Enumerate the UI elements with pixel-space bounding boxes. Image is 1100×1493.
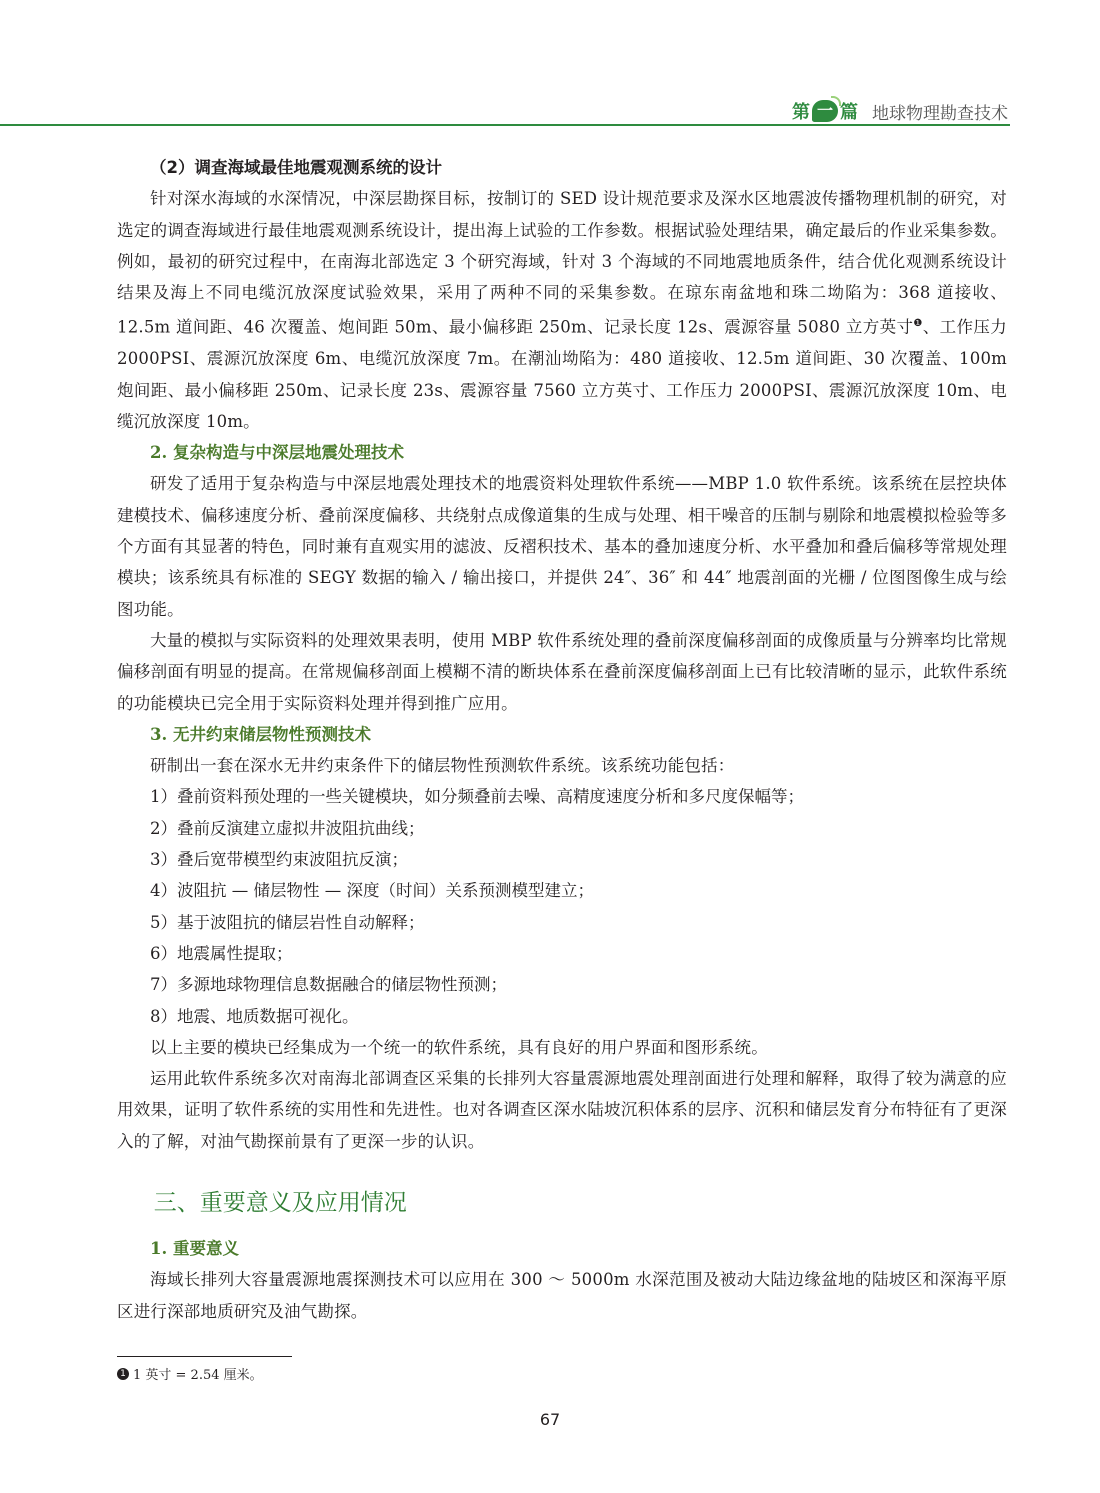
- list-item: 5）基于波阻抗的储层岩性自动解释；: [150, 912, 425, 932]
- section-heading: 三、重要意义及应用情况: [153, 1190, 407, 1216]
- part-prefix: 第: [792, 102, 810, 123]
- paragraph-mbp-results: 大量的模拟与实际资料的处理效果表明，使用 MBP 软件系统处理的叠前深度偏移剖面的成像质量与分辨率均比常规偏移剖面有明显的提高。在常规偏移剖面上模糊不清的断块体系在叠前深度偏移剖面上已有比较清晰的显示，此软件系统的功能模块已完全用于实际资料处理并得到推广应用。: [117, 630, 1007, 713]
- heading-processing: 2. 复杂构造与中深层地震处理技术: [150, 443, 404, 463]
- paragraph-design-text: 针对深水海域的水深情况，中深层勘探目标，按制订的 SED 设计规范要求及深水区地震波传播物理机制的研究，对选定的调查海域进行最佳地震观测系统设计，提出海上试验的工作参数。根据试验处理结果，确定最后的作业采集参数。例如，最初的研究过程中，在南海北部选定 3 个研究海域，针对 3 个海域的不同地震地质条件，结合优化观测系统设计结果及海上不同电缆沉放深度试验效果，采用了两种不同的采集参数。在琼东南盆地和珠二坳陷为：368 道接收、12.5m 道间距、46 次覆盖、炮间距 50m、最小偏移距 250m、记录长度 12s、震源容量 5080 立方英寸: [117, 189, 1007, 337]
- list-item: 7）多源地球物理信息数据融合的储层物性预测；: [150, 975, 507, 995]
- paragraph-mbp-system: 研发了适用于复杂构造与中深层地震处理技术的地震资料处理软件系统——MBP 1.0 软件系统。该系统在层控块体建模技术、偏移速度分析、叠前深度偏移、共绕射点成像道集的生成与处理、相干噪音的压制与剔除和地震模拟检验等多个方面有其显著的特色，同时兼有直观实用的滤波、反褶积技术、基本的叠加速度分析、水平叠加和叠后偏移等常规处理模块；该系统具有标准的 SEGY 数据的输入 / 输出接口，并提供 24″、36″ 和 44″ 地震剖面的光栅 / 位图图像生成与绘图功能。: [117, 474, 1007, 619]
- footnote: [117, 1364, 263, 1383]
- heading-prediction: 3. 无井约束储层物性预测技术: [150, 724, 371, 744]
- footnote-reference[interactable]: ❶: [913, 318, 923, 330]
- running-header: [792, 98, 1008, 124]
- list-item: 8）地震、地质数据可视化。: [150, 1006, 359, 1026]
- leaf-badge-icon: [812, 100, 838, 122]
- page-header: [0, 0, 1100, 132]
- paragraph-design-tail: 、工作压力 2000PSI、震源沉放深度 6m、电缆沉放深度 7m。在潮汕坳陷为：480 道接收、12.5m 道间距、30 次覆盖、100m 炮间距、最小偏移距 250m、记录长度 23s、震源容量 7560 立方英寸、工作压力 2000PSI、震源沉放深度 10m、电缆沉放深度 10m。: [117, 317, 1007, 431]
- paragraph-significance: 海域长排列大容量震源地震探测技术可以应用在 300 ～ 5000m 水深范围及被动大陆边缘盆地的陆坡区和深海平原区进行深部地质研究及油气勘探。: [117, 1270, 1007, 1321]
- part-number: 一: [816, 101, 833, 120]
- footnote-marker-icon: 1: [117, 1368, 129, 1380]
- page-body: [117, 152, 1007, 1327]
- footnote-divider: [117, 1356, 292, 1357]
- list-item: 6）地震属性提取；: [150, 943, 293, 963]
- part-label: [792, 98, 858, 124]
- list-item: 1）叠前资料预处理的一些关键模块，如分频叠前去噪、高精度速度分析和多尺度保幅等；: [150, 787, 804, 807]
- paragraph-application: 运用此软件系统多次对南海北部调查区采集的长排列大容量震源地震处理剖面进行处理和解释，取得了较为满意的应用效果，证明了软件系统的实用性和先进性。也对各调查区深水陆坡沉积体系的层序、沉积和储层发育分布特征有了更深入的了解，对油气勘探前景有了更深一步的认识。: [117, 1069, 1007, 1151]
- footnote-text: 1 英寸 = 2.54 厘米。: [133, 1368, 263, 1383]
- page-number: 67: [539, 1410, 561, 1429]
- paragraph-design: [117, 183, 1007, 437]
- list-item: 3）叠后宽带模型约束波阻抗反演；: [150, 850, 408, 870]
- part-name: 地球物理勘查技术: [872, 103, 1008, 124]
- list-item: 4）波阻抗 — 储层物性 — 深度（时间）关系预测模型建立；: [150, 881, 594, 901]
- list-item: 2）叠前反演建立虚拟井波阻抗曲线；: [150, 818, 425, 838]
- header-divider: [0, 124, 1010, 126]
- paragraph-prediction: 研制出一套在深水无井约束条件下的储层物性预测软件系统。该系统功能包括：: [150, 756, 735, 776]
- heading-significance: 1. 重要意义: [150, 1239, 239, 1258]
- paragraph-summary: 以上主要的模块已经集成为一个统一的软件系统，具有良好的用户界面和图形系统。: [150, 1037, 768, 1057]
- subsection-heading-2: （2）调查海域最佳地震观测系统的设计: [150, 158, 442, 177]
- part-suffix: 篇: [840, 102, 858, 123]
